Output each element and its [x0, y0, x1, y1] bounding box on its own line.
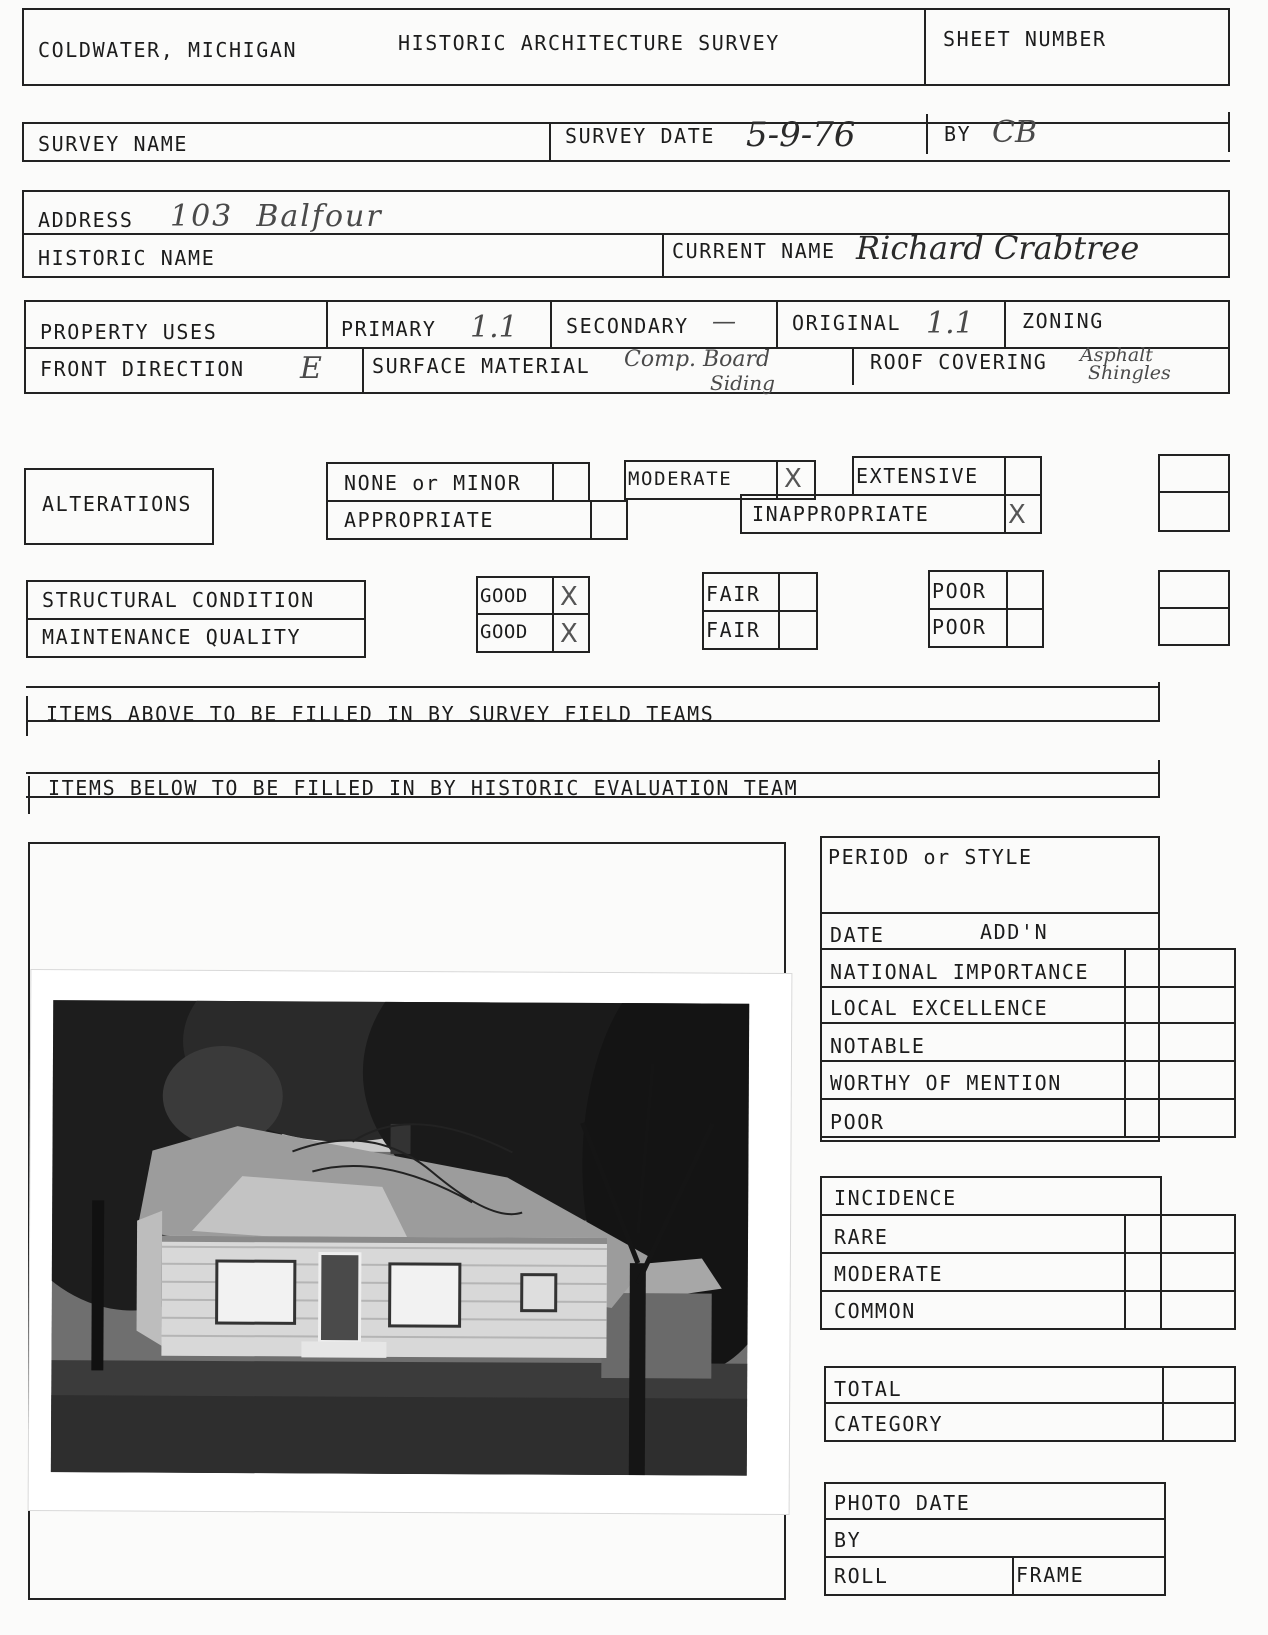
- surveyed-by-value: CB: [992, 115, 1037, 150]
- photo-date-label: PHOTO DATE: [834, 1491, 971, 1515]
- incidence-row-2: [820, 1252, 1236, 1254]
- original-label: ORIGINAL: [792, 311, 902, 335]
- evaluation-team-note: ITEMS BELOW TO BE FILLED IN BY HISTORIC EVALUATION TEAM: [48, 776, 799, 800]
- house-photograph: [51, 1000, 749, 1476]
- structural-good-mark: X: [560, 582, 578, 612]
- survey-title: HISTORIC ARCHITECTURE SURVEY: [398, 31, 780, 55]
- maintenance-good-label: GOOD: [480, 621, 528, 643]
- structural-poor-label: POOR: [932, 579, 987, 603]
- category-label: CATEGORY: [834, 1412, 944, 1436]
- incidence-row-4: [820, 1328, 1236, 1330]
- appropriate-checkbox[interactable]: [590, 500, 628, 540]
- inappropriate-label: INAPPROPRIATE: [752, 502, 930, 526]
- eval-note-left: [28, 776, 30, 814]
- total-label: TOTAL: [834, 1377, 903, 1401]
- eval-row-5: [820, 1098, 1236, 1100]
- eval-row-date: [820, 912, 1160, 914]
- eval-col-1: [1124, 948, 1126, 1138]
- property-uses-label: PROPERTY USES: [40, 320, 218, 344]
- surface-material-value-2: Siding: [710, 371, 775, 395]
- incidence-col-2: [1234, 1214, 1236, 1330]
- current-name-divider: [662, 233, 664, 278]
- secondary-label: SECONDARY: [566, 314, 689, 338]
- totals-col-div: [1162, 1366, 1164, 1442]
- eval-note-top: [26, 772, 1160, 774]
- maintenance-good-mark: X: [560, 619, 578, 649]
- alterations-score-box: [1158, 454, 1230, 532]
- eval-row-4: [820, 1060, 1236, 1062]
- front-div-roof: [852, 347, 854, 385]
- current-name-label: CURRENT NAME: [672, 239, 836, 263]
- field-note-left: [26, 696, 28, 736]
- historic-name-label: HISTORIC NAME: [38, 246, 216, 270]
- roof-covering-value-1: Asphalt: [1080, 344, 1153, 366]
- condition-label-div: [26, 618, 366, 620]
- uses-div-secondary: [550, 300, 552, 347]
- primary-value: 1.1: [470, 310, 518, 345]
- sheet-number-label: SHEET NUMBER: [943, 27, 1107, 51]
- address-value: 103 Balfour: [170, 199, 383, 234]
- alterations-label: ALTERATIONS: [42, 492, 193, 516]
- inappropriate-mark: X: [1008, 500, 1026, 530]
- photo-print: [29, 970, 792, 1514]
- surface-material-label: SURFACE MATERIAL: [372, 354, 591, 378]
- structural-fair-checkbox[interactable]: [780, 574, 816, 608]
- header-divider: [924, 8, 926, 86]
- rating-worthy-of-mention: WORTHY OF MENTION: [830, 1071, 1062, 1095]
- maintenance-poor-label: POOR: [932, 615, 987, 639]
- none-minor-label: NONE or MINOR: [344, 471, 522, 495]
- roof-covering-value-2: Shingles: [1088, 362, 1171, 384]
- survey-row-bottom: [22, 160, 1230, 162]
- survey-date-label: SURVEY DATE: [565, 124, 716, 148]
- incidence-row-1: [820, 1214, 1236, 1216]
- rating-local-excellence: LOCAL EXCELLENCE: [830, 996, 1049, 1020]
- alterations-score-div: [1158, 491, 1230, 493]
- field-note-top: [26, 686, 1160, 688]
- front-div-surface: [362, 347, 364, 394]
- incidence-label: INCIDENCE: [834, 1186, 957, 1210]
- survey-name-label: SURVEY NAME: [38, 132, 189, 156]
- photo-by-label: BY: [834, 1528, 862, 1552]
- maintenance-poor-checkbox[interactable]: [1008, 610, 1042, 646]
- structural-condition-label: STRUCTURAL CONDITION: [42, 588, 315, 612]
- incidence-col-1: [1124, 1214, 1126, 1330]
- city-label: COLDWATER, MICHIGAN: [38, 38, 298, 62]
- zoning-label: ZONING: [1022, 309, 1104, 333]
- surveyed-by-label: BY: [944, 122, 972, 146]
- primary-label: PRIMARY: [341, 317, 437, 341]
- roof-covering-label: ROOF COVERING: [870, 350, 1048, 374]
- moderate-mark: X: [784, 464, 802, 494]
- maintenance-fair-label: FAIR: [706, 618, 761, 642]
- survey-row-left: [22, 122, 24, 162]
- address-label: ADDRESS: [38, 208, 134, 232]
- field-note-right: [1158, 682, 1160, 722]
- front-direction-label: FRONT DIRECTION: [40, 357, 245, 381]
- eval-row-1: [820, 948, 1236, 950]
- photo-info-row-2: [824, 1556, 1166, 1558]
- extensive-checkbox[interactable]: [1004, 456, 1042, 496]
- incidence-row-3: [820, 1290, 1236, 1292]
- totals-row-div: [824, 1402, 1236, 1404]
- structural-good-label: GOOD: [480, 585, 528, 607]
- photo-info-row-1: [824, 1518, 1166, 1520]
- extensive-label: EXTENSIVE: [856, 464, 979, 488]
- secondary-value: —: [712, 307, 736, 335]
- incidence-moderate: MODERATE: [834, 1262, 944, 1286]
- roll-label: ROLL: [834, 1564, 889, 1588]
- eval-date-label: DATE: [830, 923, 885, 947]
- survey-row-right: [1228, 112, 1230, 152]
- uses-div-zoning: [1004, 300, 1006, 347]
- maintenance-quality-label: MAINTENANCE QUALITY: [42, 625, 302, 649]
- rating-notable: NOTABLE: [830, 1034, 926, 1058]
- appropriate-label: APPROPRIATE: [344, 508, 495, 532]
- surface-material-value-1: Comp. Board: [624, 347, 771, 372]
- none-minor-checkbox[interactable]: [552, 462, 590, 502]
- incidence-common: COMMON: [834, 1299, 916, 1323]
- moderate-label: MODERATE: [628, 468, 733, 490]
- eval-addn-label: ADD'N: [980, 920, 1049, 944]
- condition-score-div: [1158, 607, 1230, 609]
- survey-date-value: 5-9-76: [746, 115, 856, 155]
- original-value: 1.1: [926, 306, 974, 341]
- rating-poor: POOR: [830, 1110, 885, 1134]
- survey-row-div2: [926, 114, 928, 154]
- eval-note-right: [1158, 760, 1160, 798]
- field-teams-note: ITEMS ABOVE TO BE FILLED IN BY SURVEY FIELD TEAMS: [46, 702, 715, 726]
- eval-col-2: [1234, 948, 1236, 1138]
- rating-national-importance: NATIONAL IMPORTANCE: [830, 960, 1090, 984]
- survey-row-div1: [549, 122, 551, 162]
- uses-div-primary: [326, 300, 328, 347]
- structural-fair-label: FAIR: [706, 582, 761, 606]
- evaluation-box: [820, 836, 1160, 1142]
- maintenance-fair-checkbox[interactable]: [780, 612, 816, 648]
- front-direction-value: E: [300, 351, 322, 386]
- frame-label: FRAME: [1016, 1563, 1085, 1587]
- eval-row-6: [820, 1136, 1236, 1138]
- eval-row-2: [820, 986, 1236, 988]
- structural-poor-checkbox[interactable]: [1008, 572, 1042, 606]
- period-style-label: PERIOD or STYLE: [828, 845, 1033, 869]
- current-name-value: Richard Crabtree: [856, 229, 1140, 267]
- photo-info-col: [1012, 1556, 1014, 1596]
- uses-div-original: [776, 300, 778, 347]
- incidence-rare: RARE: [834, 1225, 889, 1249]
- eval-row-3: [820, 1022, 1236, 1024]
